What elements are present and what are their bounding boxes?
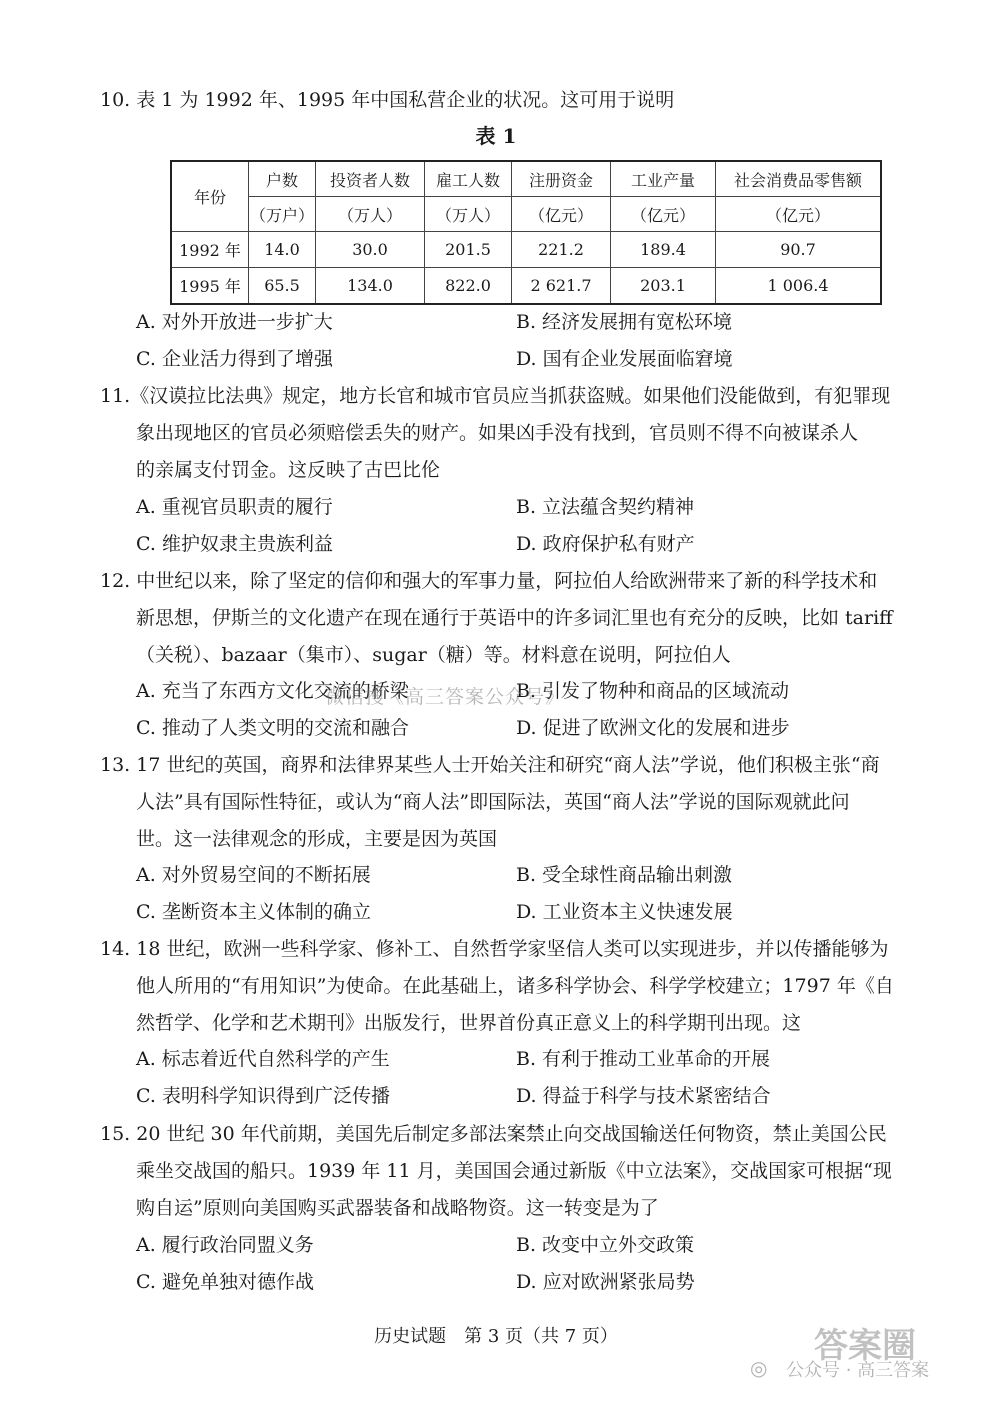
option-b[interactable]: B. 立法蕴含契约精神 [516, 496, 695, 518]
table-cell: 822.0 [425, 268, 512, 305]
question-line: 11.《汉谟拉比法典》规定，地方长官和城市官员应当抓获盗贼。如果他们没能做到，有犯罪现 [100, 385, 891, 407]
question-10-options [136, 304, 896, 378]
option-c[interactable]: C. 维护奴隶主贵族利益 [136, 533, 333, 555]
option-a[interactable]: A. 重视官员职责的履行 [136, 496, 333, 518]
table-row [171, 232, 881, 268]
logo-caption: 公众号 · 高三答案 [786, 1360, 930, 1381]
table-cell: 203.1 [611, 268, 716, 305]
watermark-text: 微信搜《高三答案公众号》 [325, 686, 566, 708]
row-year: 1992 年 [171, 232, 249, 268]
option-b[interactable]: B. 改变中立外交政策 [516, 1234, 695, 1256]
col-unit: （亿元） [716, 197, 882, 232]
option-d[interactable]: D. 应对欧洲紧张局势 [516, 1271, 695, 1293]
option-d[interactable]: D. 国有企业发展面临窘境 [516, 348, 733, 370]
page-footer: 历史试题 第 3 页（共 7 页） [374, 1326, 618, 1347]
col-header-employees: 雇工人数 [425, 161, 512, 197]
watermark-logo [744, 1316, 974, 1388]
question-10 [100, 82, 922, 119]
table-cell: 189.4 [611, 232, 716, 268]
option-c[interactable]: C. 垄断资本主义体制的确立 [136, 901, 371, 923]
table-cell: 1 006.4 [716, 268, 882, 305]
col-unit: （万户） [249, 197, 316, 232]
private-enterprise-table [170, 160, 882, 305]
question-line: 他人所用的“有用知识”为使命。在此基础上，诸多科学协会、科学学校建立；1797 年《自 [136, 975, 894, 997]
question-12 [100, 563, 922, 674]
table-cell: 2 621.7 [512, 268, 611, 305]
question-line: 象出现地区的官员必须赔偿丢失的财产。如果凶手没有找到，官员则不得不向被谋杀人 [136, 422, 859, 444]
question-line: 乘坐交战国的船只。1939 年 11 月，美国国会通过新版《中立法案》，交战国家可根据“现 [136, 1160, 892, 1182]
option-a[interactable]: A. 标志着近代自然科学的产生 [136, 1048, 390, 1070]
question-line: 购自运”原则向美国购买武器装备和战略物资。这一转变是为了 [136, 1197, 659, 1219]
option-d[interactable]: D. 促进了欧洲文化的发展和进步 [516, 717, 790, 739]
table-row [171, 268, 881, 305]
option-b[interactable]: B. 受全球性商品输出刺激 [516, 864, 733, 886]
logo-big-text: 答案圈 [814, 1326, 916, 1366]
col-header-capital: 注册资金 [512, 161, 611, 197]
question-14 [100, 931, 922, 1042]
question-11-options [136, 489, 896, 563]
option-b[interactable]: B. 经济发展拥有宽松环境 [516, 311, 733, 333]
option-a[interactable]: A. 履行政治同盟义务 [136, 1234, 314, 1256]
table-cell: 65.5 [249, 268, 316, 305]
col-unit: （亿元） [611, 197, 716, 232]
col-header-households: 户数 [249, 161, 316, 197]
table-cell: 14.0 [249, 232, 316, 268]
question-13 [100, 747, 922, 858]
option-d[interactable]: D. 工业资本主义快速发展 [516, 901, 733, 923]
col-header-industrial-output: 工业产量 [611, 161, 716, 197]
table-cell: 90.7 [716, 232, 882, 268]
question-line: 然哲学、化学和艺术期刊》出版发行，世界首份真正意义上的科学期刊出现。这 [136, 1012, 802, 1034]
option-a[interactable]: A. 对外贸易空间的不断拓展 [136, 864, 371, 886]
option-d[interactable]: D. 政府保护私有财产 [516, 533, 695, 555]
option-c[interactable]: C. 避免单独对德作战 [136, 1271, 314, 1293]
table-cell: 134.0 [316, 268, 425, 305]
question-11 [100, 378, 922, 489]
question-line: 12. 中世纪以来，除了坚定的信仰和强大的军事力量，阿拉伯人给欧洲带来了新的科学技术和 [100, 570, 878, 592]
table-cell: 201.5 [425, 232, 512, 268]
table-title: 表 1 [475, 124, 517, 148]
table-cell: 30.0 [316, 232, 425, 268]
col-header-retail-sales: 社会消费品零售额 [716, 161, 882, 197]
col-unit: （亿元） [512, 197, 611, 232]
option-c[interactable]: C. 推动了人类文明的交流和融合 [136, 717, 409, 739]
question-13-options [136, 857, 896, 931]
question-line: 新思想，伊斯兰的文化遗产在现在通行于英语中的许多词汇里也有充分的反映，比如 tariff [136, 607, 893, 629]
question-line: 13. 17 世纪的英国，商界和法律界某些人士开始关注和研究“商人法”学说，他们积极主张“商 [100, 754, 880, 776]
col-unit: （万人） [316, 197, 425, 232]
option-a[interactable]: A. 充当了东西方文化交流的桥梁 [136, 680, 409, 702]
option-d[interactable]: D. 得益于科学与技术紧密结合 [516, 1085, 771, 1107]
option-b[interactable]: B. 引发了物种和商品的区域流动 [516, 680, 790, 702]
option-a[interactable]: A. 对外开放进一步扩大 [136, 311, 333, 333]
question-line: 14. 18 世纪，欧洲一些科学家、修补工、自然哲学家坚信人类可以实现进步，并以传播能够为 [100, 938, 889, 960]
col-unit: （万人） [425, 197, 512, 232]
option-b[interactable]: B. 有利于推动工业革命的开展 [516, 1048, 771, 1070]
question-line: 世。这一法律观念的形成，主要是因为英国 [136, 828, 498, 850]
col-header-investors: 投资者人数 [316, 161, 425, 197]
question-line: （关税）、bazaar（集市）、sugar（糖）等。材料意在说明，阿拉伯人 [136, 644, 731, 666]
question-10-stem: 10. 表 1 为 1992 年、1995 年中国私营企业的状况。这可用于说明 [100, 89, 675, 111]
option-c[interactable]: C. 企业活力得到了增强 [136, 348, 333, 370]
question-line: 15. 20 世纪 30 年代前期，美国先后制定多部法案禁止向交战国输送任何物资，禁止美国公民 [100, 1123, 887, 1145]
year-header: 年份 [171, 161, 249, 232]
question-line: 的亲属支付罚金。这反映了古巴比伦 [136, 459, 441, 481]
option-c[interactable]: C. 表明科学知识得到广泛传播 [136, 1085, 390, 1107]
table-cell: 221.2 [512, 232, 611, 268]
question-15-options [136, 1227, 896, 1301]
question-15 [100, 1116, 922, 1227]
wechat-icon: ◎ [750, 1356, 768, 1380]
question-line: 人法”具有国际性特征，或认为“商人法”即国际法，英国“商人法”学说的国际观就此问 [136, 791, 850, 813]
row-year: 1995 年 [171, 268, 249, 305]
question-14-options [136, 1041, 896, 1115]
